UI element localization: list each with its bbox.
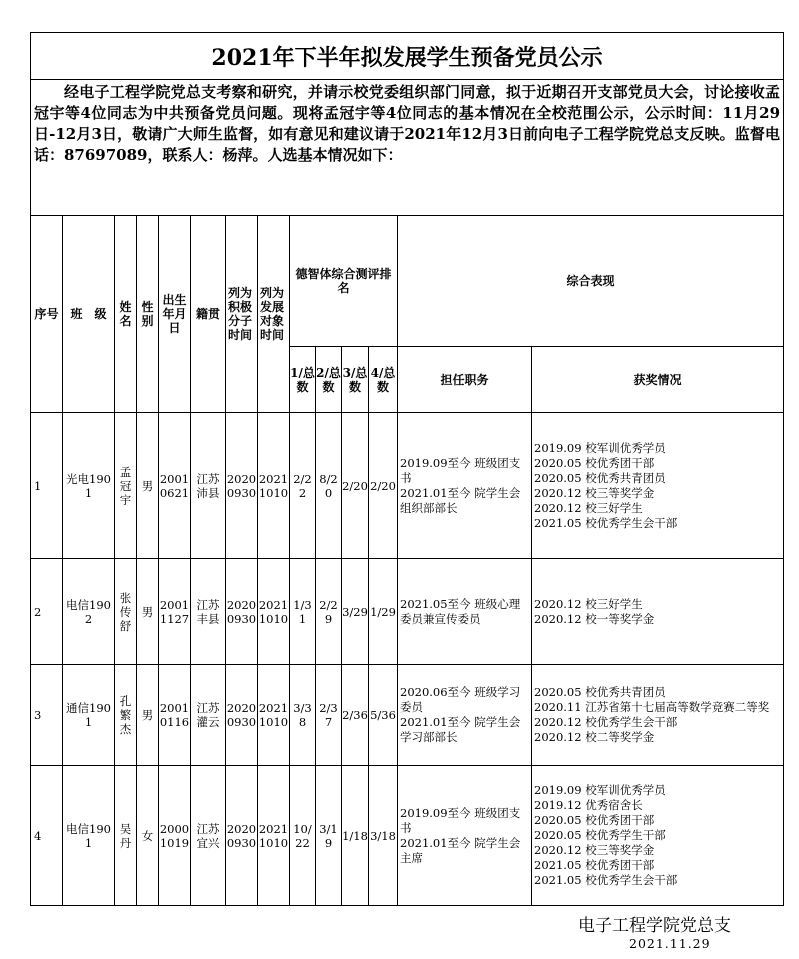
award-item: 2021.05 校优秀团干部 xyxy=(534,858,655,872)
row-rank-2: 2/29 xyxy=(316,559,342,665)
row-rank-3: 2/36 xyxy=(342,665,369,766)
header-name: 姓名 xyxy=(115,216,137,413)
row-rank-3: 2/20 xyxy=(342,413,369,559)
row-rank-3: 3/29 xyxy=(342,559,369,665)
row-awards xyxy=(532,665,784,766)
row-no: 2 xyxy=(31,559,63,665)
row-rank-1: 3/38 xyxy=(290,665,316,766)
header-rank-3: 3/总数 xyxy=(342,347,369,413)
table-row xyxy=(31,665,784,766)
row-active-date: 20200930 xyxy=(226,559,258,665)
header-gender: 性别 xyxy=(137,216,159,413)
row-no: 1 xyxy=(31,413,63,559)
row-class: 通信1901 xyxy=(63,665,115,766)
header-rank-4: 4/总数 xyxy=(369,347,398,413)
award-item: 2020.05 校优秀共青团员 xyxy=(534,470,666,485)
header-rank-1: 1/总数 xyxy=(290,347,316,413)
page-title: 2021年下半年拟发展学生预备党员公示 xyxy=(31,33,784,80)
candidate-table xyxy=(30,32,784,906)
row-dev-date: 20211010 xyxy=(258,559,290,665)
award-item: 2021.05 校优秀学生会干部 xyxy=(534,873,678,887)
duty-item: 2021.01至今 院学生会主席 xyxy=(400,835,521,865)
row-rank-1: 1/31 xyxy=(290,559,316,665)
award-item: 2020.12 校三等奖学金 xyxy=(534,485,655,500)
row-rank-4: 5/36 xyxy=(369,665,398,766)
award-item: 2019.12 优秀宿舍长 xyxy=(534,798,643,812)
award-item: 2020.12 校三好学生 xyxy=(534,596,643,611)
award-item: 2020.12 校三等奖学金 xyxy=(534,843,655,857)
row-gender: 男 xyxy=(137,665,159,766)
row-gender: 男 xyxy=(137,413,159,559)
row-awards xyxy=(532,559,784,665)
row-duties xyxy=(398,413,532,559)
row-rank-3: 1/18 xyxy=(342,766,369,906)
row-rank-2: 2/37 xyxy=(316,665,342,766)
row-origin: 江苏宜兴 xyxy=(191,766,226,906)
row-awards xyxy=(532,766,784,906)
announcement-sheet xyxy=(30,32,783,906)
duty-item: 2021.01至今 院学生会组织部部长 xyxy=(400,485,521,515)
row-dev-date: 20211010 xyxy=(258,766,290,906)
header-duties: 担任职务 xyxy=(398,347,532,413)
row-gender: 男 xyxy=(137,559,159,665)
footer-organization: 电子工程学院党总支 xyxy=(578,916,731,936)
row-gender: 女 xyxy=(137,766,159,906)
award-item: 2019.09 校军训优秀学员 xyxy=(534,783,666,797)
header-performance: 综合表现 xyxy=(398,216,784,347)
header-active-date: 列为积极分子时间 xyxy=(226,216,258,413)
row-rank-4: 1/29 xyxy=(369,559,398,665)
row-name: 张传舒 xyxy=(115,559,137,665)
row-active-date: 20200930 xyxy=(226,665,258,766)
row-rank-2: 8/20 xyxy=(316,413,342,559)
duty-item: 2020.06至今 班级学习委员 xyxy=(400,685,521,714)
duty-item: 2019.09至今 班级团支书 xyxy=(400,455,521,485)
table-row xyxy=(31,766,784,906)
award-item: 2020.05 校优秀团干部 xyxy=(534,813,655,827)
row-active-date: 20200930 xyxy=(226,413,258,559)
header-rank-2: 2/总数 xyxy=(316,347,342,413)
row-origin: 江苏灌云 xyxy=(191,665,226,766)
table-row xyxy=(31,413,784,559)
award-item: 2020.05 校优秀团干部 xyxy=(534,455,655,470)
award-item: 2020.05 校优秀共青团员 xyxy=(534,685,666,699)
row-birth: 20010116 xyxy=(159,665,191,766)
header-ranking: 德智体综合测评排名 xyxy=(290,216,398,347)
award-item: 2020.12 校三好学生 xyxy=(534,500,643,515)
row-rank-1: 2/22 xyxy=(290,413,316,559)
row-duties xyxy=(398,665,532,766)
row-name: 吴丹 xyxy=(115,766,137,906)
award-item: 2020.11 江苏省第十七届高等数学竞赛二等奖 xyxy=(534,700,770,714)
row-duties xyxy=(398,766,532,906)
row-class: 电信1902 xyxy=(63,559,115,665)
row-duties xyxy=(398,559,532,665)
footer-date: 2021.11.29 xyxy=(629,936,711,951)
row-no: 3 xyxy=(31,665,63,766)
header-origin: 籍贯 xyxy=(191,216,226,413)
award-item: 2019.09 校军训优秀学员 xyxy=(534,440,666,455)
duty-item: 2021.05至今 班级心理委员兼宣传委员 xyxy=(400,596,521,626)
row-awards xyxy=(532,413,784,559)
row-active-date: 20200930 xyxy=(226,766,258,906)
row-origin: 江苏沛县 xyxy=(191,413,226,559)
row-rank-4: 2/20 xyxy=(369,413,398,559)
duty-item: 2021.01至今 院学生会学习部部长 xyxy=(400,715,521,744)
header-birth: 出生年月日 xyxy=(159,216,191,413)
award-item: 2020.12 校一等奖学金 xyxy=(534,611,655,626)
row-birth: 20001019 xyxy=(159,766,191,906)
header-dev-date: 列为发展对象时间 xyxy=(258,216,290,413)
row-class: 电信1901 xyxy=(63,766,115,906)
row-rank-4: 3/18 xyxy=(369,766,398,906)
row-rank-1: 10/22 xyxy=(290,766,316,906)
award-item: 2020.05 校优秀学生干部 xyxy=(534,828,666,842)
row-no: 4 xyxy=(31,766,63,906)
table-row xyxy=(31,559,784,665)
candidate-rows xyxy=(31,413,784,906)
duty-item: 2019.09至今 班级团支书 xyxy=(400,805,521,835)
row-dev-date: 20211010 xyxy=(258,665,290,766)
award-item: 2020.12 校优秀学生会干部 xyxy=(534,715,678,729)
header-awards: 获奖情况 xyxy=(532,347,784,413)
award-item: 2020.12 校二等奖学金 xyxy=(534,730,655,744)
row-origin: 江苏丰县 xyxy=(191,559,226,665)
row-dev-date: 20211010 xyxy=(258,413,290,559)
row-name: 孟冠宇 xyxy=(115,413,137,559)
row-name: 孔繁杰 xyxy=(115,665,137,766)
row-birth: 20010621 xyxy=(159,413,191,559)
row-class: 光电1901 xyxy=(63,413,115,559)
header-no: 序号 xyxy=(31,216,63,413)
row-birth: 20011127 xyxy=(159,559,191,665)
header-class: 班 级 xyxy=(63,216,115,413)
intro-text: 经电子工程学院党总支考察和研究，并请示校党委组织部门同意，拟于近期召开支部党员大会，讨论接收孟冠宇等4位同志为中共预备党员问题。现将孟冠宇等4位同志的基本情况在全校范围公示，公示时间：11月29日-12月3日，敬请广大师生监督，如有意见和建议请于2021年12月3日前向电子工程学院党总支反映。监督电话：87697089，联系人：杨萍。人选基本情况如下： xyxy=(31,80,784,216)
award-item: 2021.05 校优秀学生会干部 xyxy=(534,515,678,530)
row-rank-2: 3/19 xyxy=(316,766,342,906)
